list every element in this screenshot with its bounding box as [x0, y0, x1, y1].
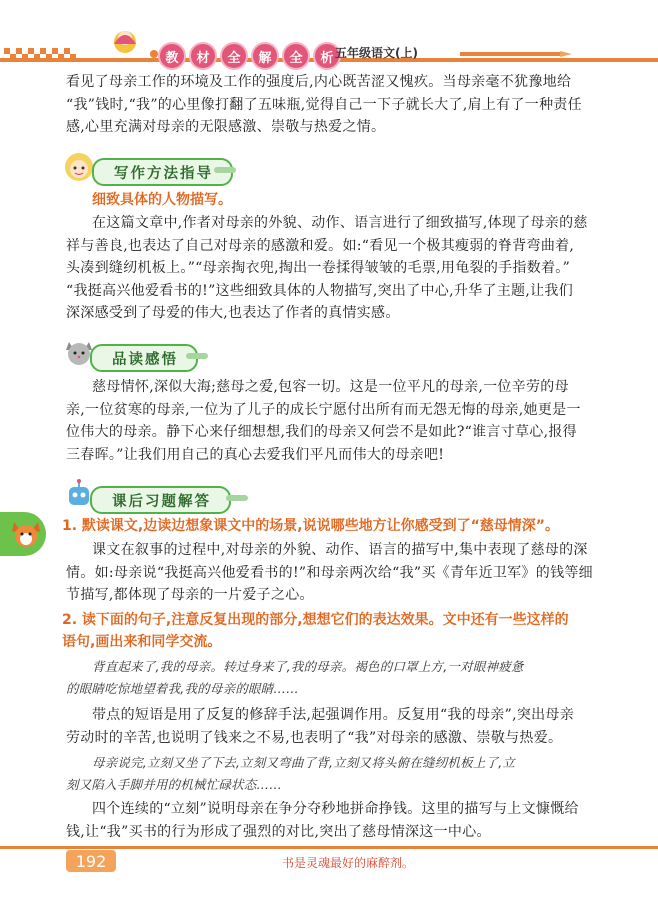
- writing-method-paragraph: [66, 212, 604, 325]
- heading-tail-decoration: [226, 495, 248, 501]
- series-title-char: 全: [220, 42, 248, 70]
- quoted-sentence-2: [66, 752, 604, 796]
- grade-subject-label: 五年级语文(上): [335, 46, 418, 60]
- header-dot: [150, 50, 158, 58]
- fox-mascot-icon: [6, 514, 46, 554]
- footer-motto: 书是灵魂最好的麻醉剂。: [282, 856, 415, 870]
- series-title-char: 材: [189, 42, 217, 70]
- section-heading-writing-method: [92, 158, 233, 186]
- text-line: 背直起来了,我的母亲。转过身来了,我的母亲。褐色的口罩上方,一对眼神疲惫: [92, 659, 524, 674]
- text-line: 深深感受到了母爱的伟大,也表达了作者的真情实感。: [66, 305, 400, 321]
- text-line: 亲,一位贫寒的母亲,一位为了儿子的成长宁愿付出所有而无怨无悔的母亲,她更是一: [66, 401, 581, 418]
- text-line: 在这篇文章中,作者对母亲的外貌、动作、语言进行了细致描写,体现了母亲的慈: [92, 215, 588, 231]
- text-line: 课文在叙事的过程中,对母亲的外貌、动作、语言的描写中,集中表现了慈母的深: [92, 542, 588, 558]
- series-title-char: 教: [158, 42, 186, 70]
- text-line: 劳动时的辛苦,也说明了钱来之不易,也表明了“我”对母亲的感激、崇敬与热爱。: [66, 729, 563, 746]
- text-line: 2. 读下面的句子,注意反复出现的部分,想想它们的表达效果。文中还有一些这样的: [62, 612, 569, 628]
- text-line: 位伟大的母亲。静下心来仔细想想,我们的母亲又何尝不是如此?“谁言寸草心,报得: [66, 424, 577, 440]
- text-line: 节描写,都体现了母亲的一片爱子之心。: [66, 587, 314, 603]
- text-line: 钱,让“我”买书的行为形成了强烈的对比,突出了慈母情深这一中心。: [66, 823, 491, 840]
- pencil-icon: [460, 50, 580, 58]
- section-heading-label: 课后习题解答: [112, 493, 211, 510]
- girl-mascot-icon: [62, 150, 96, 184]
- section-heading-label: 写作方法指导: [114, 165, 213, 182]
- exercise-question-1: 1. 默读课文,边读边想象课文中的场景,说说哪些地方让你感受到了“慈母情深”。: [62, 518, 559, 534]
- reflection-paragraph: [66, 376, 604, 466]
- text-line: 慈母情怀,深似大海;慈母之爱,包容一切。这是一位平凡的母亲,一位辛劳的母: [92, 379, 569, 395]
- text-line: 看见了母亲工作的环境及工作的强度后,内心既苦涩又愧疚。当母亲毫不犹豫地给: [66, 74, 572, 90]
- section-heading-reflection: [90, 344, 198, 372]
- text-line: 四个连续的“立刻”说明母亲在争分夺秒地拼命挣钱。这里的描写与上文慷慨给: [92, 801, 579, 817]
- header-checker-decoration: [0, 26, 150, 62]
- text-line: 语句,画出来和同学交流。: [62, 634, 222, 650]
- footer-rule: [0, 846, 658, 849]
- text-line: 感,心里充满对母亲的无限感激、崇敬与热爱之情。: [66, 119, 386, 135]
- exercise-answer-3: [66, 798, 604, 843]
- series-title-char: 解: [251, 42, 279, 70]
- text-line: 的眼睛吃惊地望着我,我的母亲的眼睛……: [66, 681, 299, 696]
- text-line: 带点的短语是用了反复的修辞手法,起强调作用。反复用“我的母亲”,突出母亲: [92, 707, 575, 723]
- page-number: 192: [66, 850, 116, 872]
- exercise-answer-1: [66, 539, 604, 607]
- text-line: “我挺高兴他爱看书的!”这些细致具体的人物描写,突出了中心,升华了主题,让我们: [66, 282, 573, 299]
- series-title-char: 全: [282, 42, 310, 70]
- heading-tail-decoration: [186, 353, 208, 359]
- section-heading-exercises: [90, 486, 231, 514]
- intro-paragraph: [66, 71, 604, 139]
- text-line: 情。如:母亲说“我挺高兴他爱看书的!”和母亲两次给“我”买《青年近卫军》的钱等细: [66, 564, 593, 581]
- exercise-question-2: [62, 609, 622, 653]
- text-line: 三春晖。”让我们用自己的真心去爱我们平凡而伟大的母亲吧!: [66, 446, 445, 463]
- quoted-sentence-1: [66, 656, 604, 700]
- section-heading-label: 品读感悟: [112, 351, 178, 368]
- text-line: “我”钱时,“我”的心里像打翻了五味瓶,觉得自己一下子就长大了,肩上有了一种责任: [66, 96, 582, 113]
- series-title: [158, 42, 341, 70]
- heading-tail-decoration: [214, 167, 236, 173]
- text-line: 祥与善良,也表达了自己对母亲的感激和爱。如:“看见一个极其瘦弱的脊背弯曲着,: [66, 237, 575, 254]
- text-line: 母亲说完,立刻又坐了下去,立刻又弯曲了背,立刻又将头俯在缝纫机板上了,立: [92, 755, 516, 770]
- series-title-char: 析: [313, 42, 341, 70]
- exercise-answer-2: [66, 704, 604, 749]
- writing-method-subheading: 细致具体的人物描写。: [92, 192, 232, 208]
- text-line: 头凑到缝纫机板上。”“母亲掏衣兜,掏出一卷揉得皱皱的毛票,用龟裂的手指数着。”: [66, 260, 571, 276]
- text-line: 刻又陷入手脚并用的机械忙碌状态……: [66, 777, 282, 792]
